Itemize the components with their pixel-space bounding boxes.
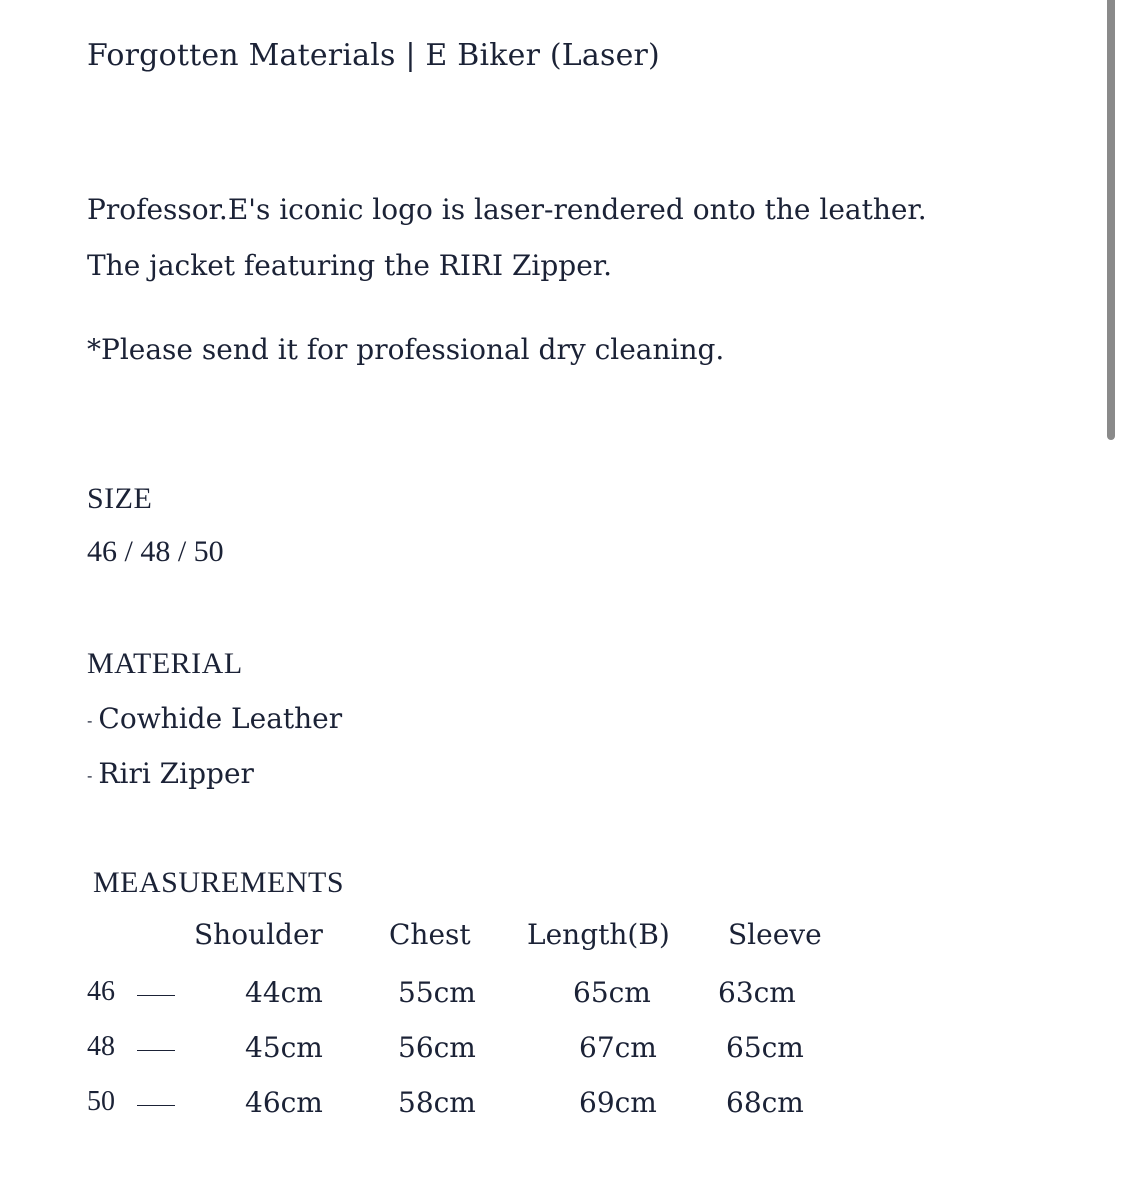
bullet-mark: -	[87, 711, 93, 730]
cell-shoulder: 45cm	[245, 1031, 323, 1064]
row-size-label: 48	[87, 1031, 115, 1062]
row-size-label: 50	[87, 1086, 115, 1117]
material-item-label: Riri Zipper	[98, 757, 254, 790]
vertical-scrollbar[interactable]	[1107, 0, 1115, 440]
column-header-shoulder: Shoulder	[194, 918, 323, 951]
care-note: *Please send it for professional dry cleaning.	[87, 333, 725, 366]
size-heading: SIZE	[87, 482, 153, 515]
cell-length: 67cm	[579, 1031, 657, 1064]
row-size-label: 46	[87, 976, 115, 1007]
column-header-length: Length(B)	[527, 918, 670, 951]
material-item	[87, 702, 342, 735]
cell-sleeve: 65cm	[726, 1031, 804, 1064]
cell-shoulder: 44cm	[245, 976, 323, 1009]
page-title: Forgotten Materials | E Biker (Laser)	[87, 38, 660, 73]
column-header-sleeve: Sleeve	[728, 918, 822, 951]
column-header-chest: Chest	[389, 918, 471, 951]
measurements-heading: MEASUREMENTS	[93, 866, 345, 899]
cell-chest: 55cm	[398, 976, 476, 1009]
cell-chest: 56cm	[398, 1031, 476, 1064]
row-dash	[137, 1050, 175, 1051]
cell-sleeve: 68cm	[726, 1086, 804, 1119]
cell-sleeve: 63cm	[718, 976, 796, 1009]
cell-shoulder: 46cm	[245, 1086, 323, 1119]
cell-length: 69cm	[579, 1086, 657, 1119]
cell-length: 65cm	[573, 976, 651, 1009]
material-heading: MATERIAL	[87, 647, 243, 680]
row-dash	[137, 1105, 175, 1106]
size-values: 46 / 48 / 50	[87, 535, 224, 568]
row-dash	[137, 995, 175, 996]
product-description: Professor.E's iconic logo is laser-rendered onto the leather. The jacket featuring the RIRI Zipper.	[87, 193, 927, 282]
bullet-mark: -	[87, 766, 93, 785]
cell-chest: 58cm	[398, 1086, 476, 1119]
material-item	[87, 757, 254, 790]
material-item-label: Cowhide Leather	[98, 702, 343, 735]
